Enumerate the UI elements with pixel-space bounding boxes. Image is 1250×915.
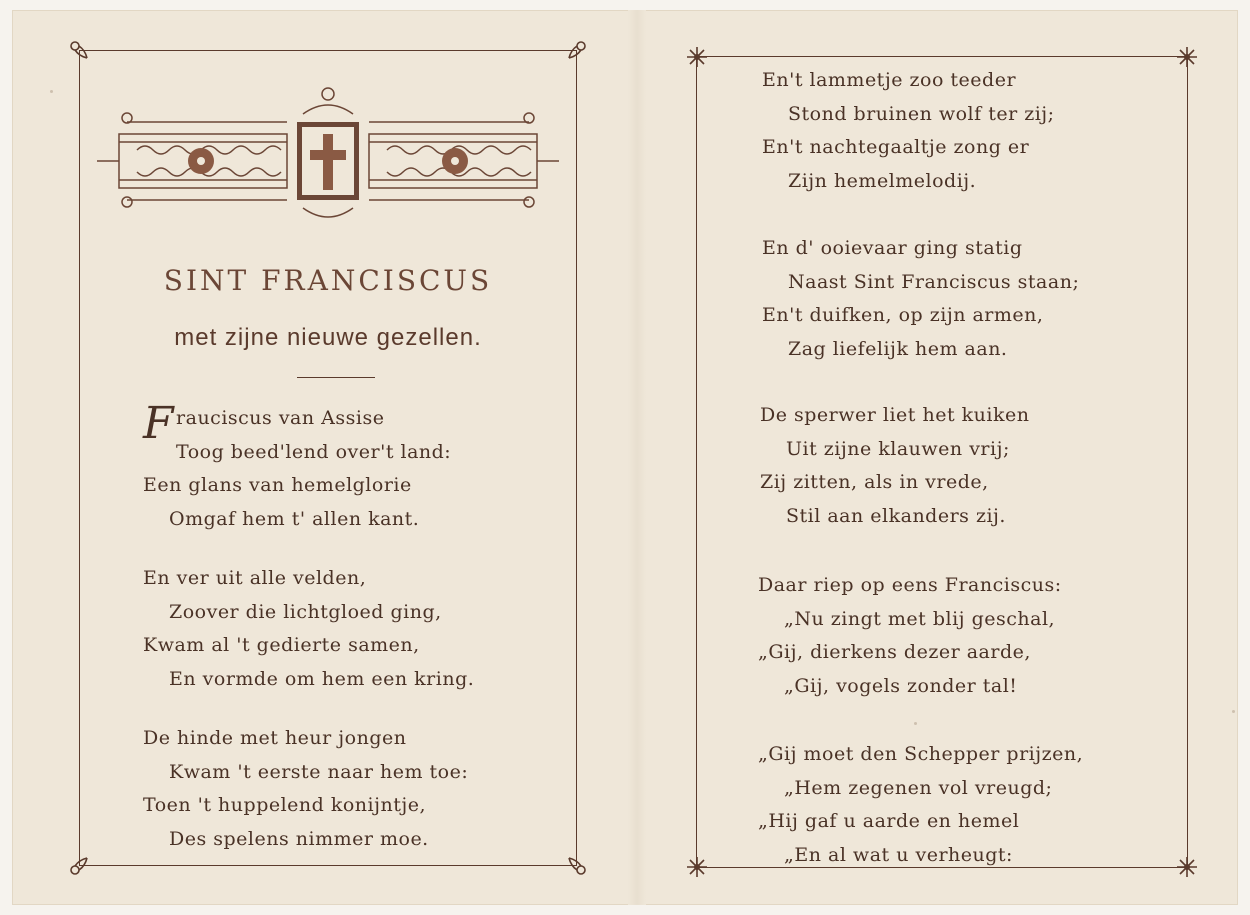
verse-line: Zag liefelijk hem aan. — [788, 337, 1008, 360]
corner-star-icon — [1174, 854, 1200, 880]
corner-star-icon — [684, 854, 710, 880]
corner-star-icon — [1174, 44, 1200, 70]
left-page — [67, 38, 589, 878]
corner-flourish-icon — [563, 852, 589, 878]
verse-line: „Gij, dierkens dezer aarde, — [758, 641, 1031, 663]
verse-line: Stond bruinen wolf ter zij; — [788, 102, 1055, 125]
verse-line: Stil aan elkanders zij. — [786, 504, 1006, 527]
stanza-4 — [762, 64, 1055, 198]
verse-line: „Nu zingt met blij geschal, — [784, 607, 1056, 630]
verse-line: En d' ooievaar ging statig — [762, 237, 1023, 259]
stanza-3 — [143, 722, 468, 856]
verse-line: Toen 't huppelend konijntje, — [143, 794, 427, 816]
verse-line: „Gij, vogels zonder tal! — [784, 674, 1018, 697]
corner-flourish-icon — [563, 38, 589, 64]
corner-flourish-icon — [67, 852, 93, 878]
verse-line: Omgaf hem t' allen kant. — [169, 507, 420, 530]
verse-line: Een glans van hemelglorie — [143, 474, 412, 496]
divider — [297, 377, 375, 378]
verse-line: En ver uit alle velden, — [143, 567, 367, 589]
page-subtitle: met zijne nieuwe gezellen. — [174, 324, 482, 351]
paper-spot — [914, 722, 917, 725]
cross-ornament-icon — [97, 64, 559, 224]
verse-line: Zij zitten, als in vrede, — [760, 471, 989, 493]
stanza-8 — [758, 738, 1083, 872]
stanza-1 — [143, 398, 452, 536]
drop-cap: F — [143, 398, 175, 449]
right-page — [682, 42, 1202, 882]
center-fold — [628, 10, 646, 905]
verse-line: „En al wat u verheugt: — [784, 843, 1013, 866]
verse-line: Naast Sint Franciscus staan; — [788, 270, 1080, 293]
stanza-6 — [760, 399, 1029, 533]
verse-line: „Gij moet den Schepper prijzen, — [758, 743, 1084, 765]
stanza-5 — [762, 232, 1079, 366]
corner-star-icon — [684, 44, 710, 70]
verse-line: Toog beed'lend over't land: — [176, 440, 452, 463]
verse-line: Zijn hemelmelodij. — [788, 169, 977, 192]
verse-line: Des spelens nimmer moe. — [169, 827, 429, 850]
paper-spot — [50, 90, 53, 93]
verse-line: Kwam 't eerste naar hem toe: — [169, 760, 469, 783]
verse-line: rauciscus van Assise — [176, 407, 385, 429]
paper-spot — [1232, 710, 1235, 713]
stanza-2 — [143, 562, 474, 696]
verse-line: De sperwer liet het kuiken — [760, 404, 1030, 426]
verse-line: Uit zijne klauwen vrij; — [786, 437, 1010, 460]
verse-line: Kwam al 't gedierte samen, — [143, 634, 420, 656]
verse-line: „Hij gaf u aarde en hemel — [758, 810, 1020, 832]
corner-flourish-icon — [67, 38, 93, 64]
verse-line: En't duifken, op zijn armen, — [762, 304, 1044, 326]
stanza-7 — [758, 569, 1062, 703]
verse-line: Zoover die lichtgloed ging, — [169, 600, 442, 623]
prayer-card — [12, 10, 1238, 905]
page-title: SINT FRANCISCUS — [163, 264, 493, 297]
verse-line: En vormde om hem een kring. — [169, 667, 475, 690]
verse-line: En't lammetje zoo teeder — [762, 69, 1017, 91]
verse-line: „Hem zegenen vol vreugd; — [784, 776, 1053, 799]
verse-line: Daar riep op eens Franciscus: — [758, 574, 1062, 596]
verse-line: En't nachtegaaltje zong er — [762, 136, 1030, 158]
verse-line: De hinde met heur jongen — [143, 727, 407, 749]
